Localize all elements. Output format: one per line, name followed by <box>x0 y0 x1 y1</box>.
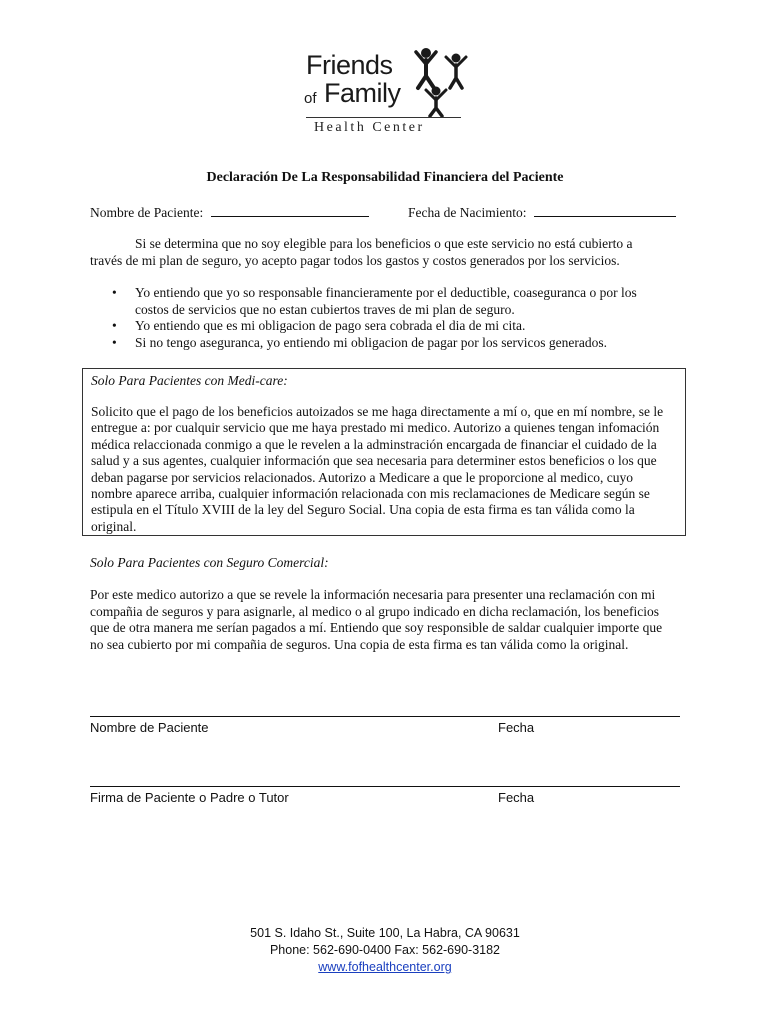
list-item: • Yo entiendo que es mi obligacion de pago sera cobrada el dia de mi cita. <box>112 318 526 333</box>
clinic-logo <box>300 42 475 142</box>
footer-phone: Phone: 562-690-0400 Fax: 562-690-3182 <box>269 943 501 957</box>
logo-text-of: of <box>304 90 317 107</box>
responsibility-list <box>90 285 690 351</box>
website-link[interactable]: www.fofhealthcenter.org <box>318 960 452 974</box>
family-figures-icon <box>412 46 472 118</box>
bullet-icon: • <box>112 285 117 300</box>
footer-address: 501 S. Idaho St., Suite 100, La Habra, CA 90631 <box>250 926 520 940</box>
guardian-signature-line[interactable] <box>90 786 680 787</box>
dob-field <box>408 204 676 222</box>
list-item: • Yo entiendo que yo so responsable financieramente por el deductible, coaseguranca o por los costos de servicios que no estan cubiertos traves de mi plan de seguro. <box>112 285 637 317</box>
logo-text-family: Family <box>324 78 401 108</box>
document-title: Declaración De La Responsabilidad Financiera del Paciente <box>206 170 564 185</box>
logo-subtitle: Health Center <box>314 120 425 135</box>
patient-name-label: Nombre de Paciente: <box>90 205 204 220</box>
commercial-heading: Solo Para Pacientes con Seguro Comercial: <box>90 555 329 570</box>
footer <box>0 925 770 976</box>
commercial-paragraph: Por este medico autorizo a que se revele la información necesaria para presenter una reclamación con mi compañia de seguros y para asignarle, al medico o al grupo indicado en dicha reclamación, los beneficios que de otra manera me serían pagados a mí. Entiendo que soy responsible de saldar cualquier importe que no sea cubierto por mi compañia de seguros. Una copia de esta firma es tan válida como la original. <box>90 587 663 652</box>
guardian-signature-label: Firma de Paciente o Padre o Tutor <box>90 790 289 805</box>
logo-divider <box>306 117 461 118</box>
signature-date-label: Fecha <box>498 720 535 735</box>
intro-line-2: través de mi plan de seguro, yo acepto pagar todos los gastos y costos generados por los servicios. <box>90 253 620 268</box>
guardian-date-label: Fecha <box>498 790 535 805</box>
medicare-section <box>82 368 686 536</box>
bullet-icon: • <box>112 334 117 350</box>
patient-name-field <box>90 204 369 222</box>
medicare-heading: Solo Para Pacientes con Medi-care: <box>91 373 288 388</box>
patient-name-blank[interactable] <box>211 204 369 217</box>
logo-text-friends: Friends <box>306 50 393 80</box>
dob-blank[interactable] <box>534 204 676 217</box>
dob-label: Fecha de Nacimiento: <box>408 205 527 220</box>
patient-name-signature-line[interactable] <box>90 716 680 717</box>
list-item: • Si no tengo aseguranca, yo entiendo mi obligacion de pagar por los servicos generados. <box>112 334 607 350</box>
medicare-paragraph: Solicito que el pago de los beneficios autoizados se me haga directamente a mí o, que en mí nombre, se le entregue a: por cualquir servicio que me haya prestado mi medico. Autorizo a quienes tengan infomación médica relaccionada conmigo a que le revelen a la adminstración encargada de financiar el cuidado de la salud y a sus agentes, cualquier información que sea necesaria para determiner estos beneficios o los que deban pagarse por servicios relacionados. Autorizo a Medicare a que le proporcione al medico, cuyo nombre aparece arriba, cualquier información relacionada con mis reclamaciones de Medicare según se estipula en el Título XVIII de la ley del Seguro Social. Una copia de esta firma es tan válida como la original. <box>91 404 664 534</box>
bullet-icon: • <box>112 318 117 333</box>
intro-line-1: Si se determina que no soy elegible para los beneficios o que este servicio no está cubierto a <box>135 236 633 251</box>
signature-name-label: Nombre de Paciente <box>90 720 209 735</box>
